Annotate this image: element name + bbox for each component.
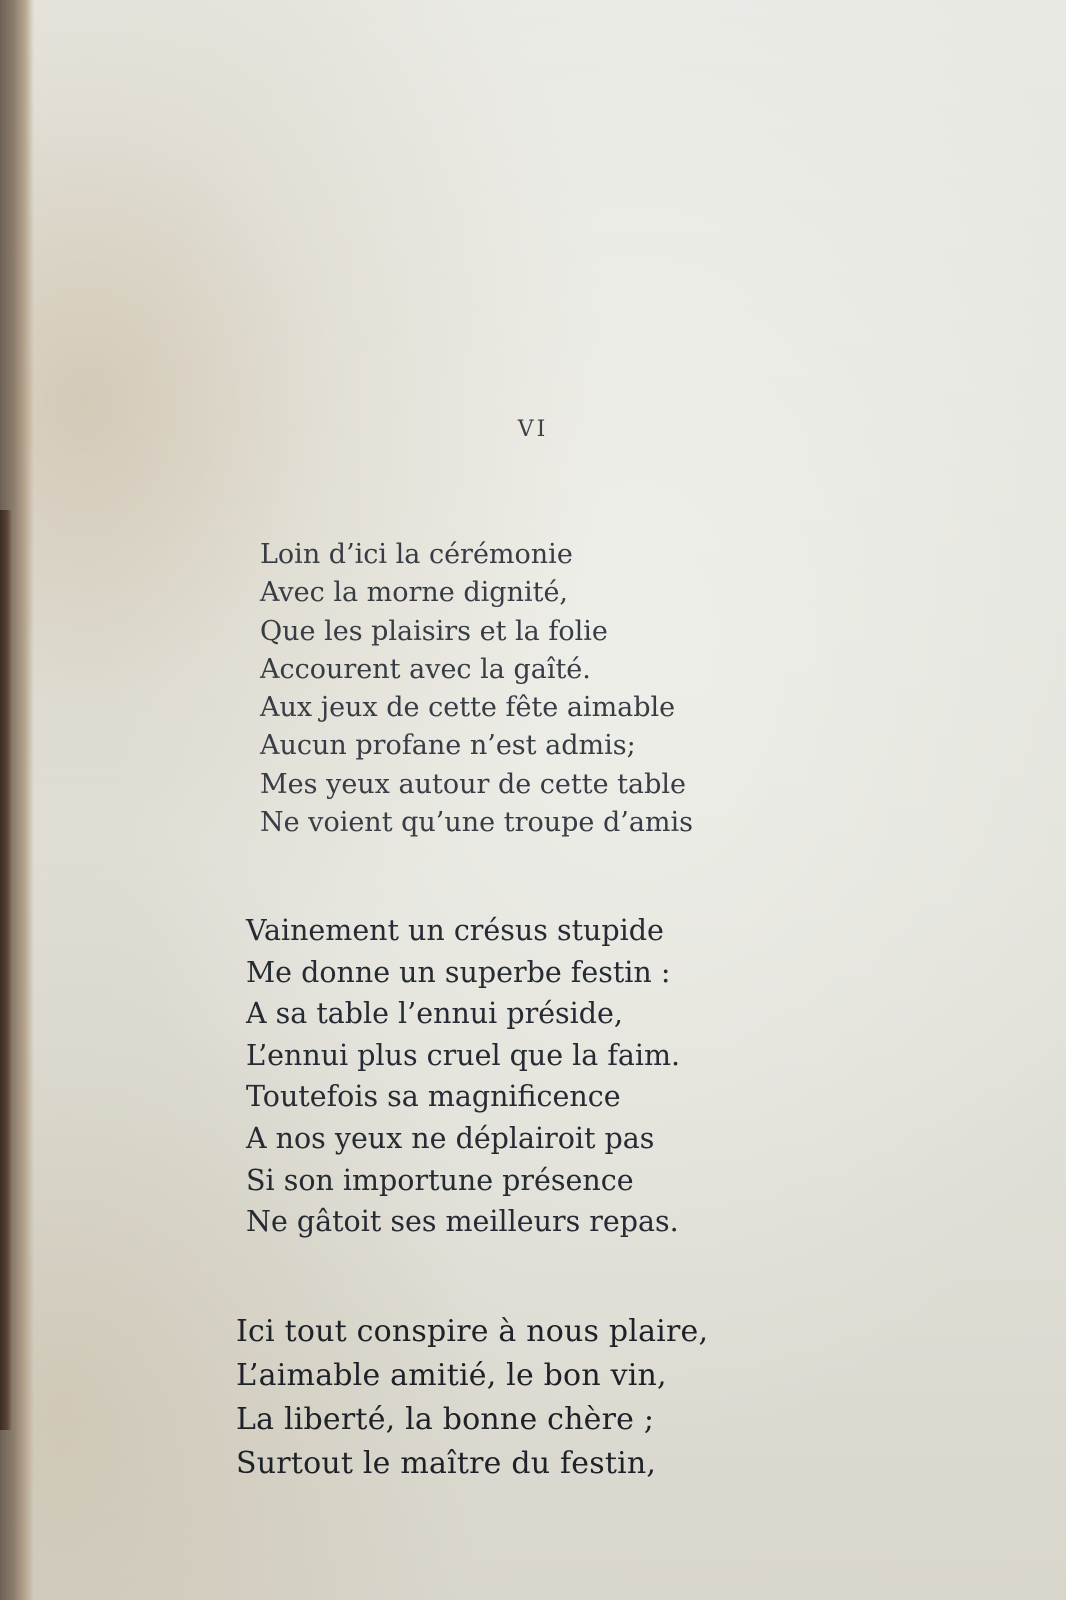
- verse-line: Avec la morne dignité,: [260, 577, 569, 609]
- verse-line: Toutefois sa magnificence: [246, 1080, 621, 1114]
- verse-line: Vainement un crésus stupide: [246, 914, 664, 947]
- verse-line: A nos yeux ne déplairoit pas: [246, 1121, 655, 1155]
- verse-line: Me donne un superbe festin :: [246, 955, 671, 989]
- verse-line: Si son importune présence: [246, 1163, 634, 1197]
- verse-line: Surtout le maître du festin,: [236, 1446, 657, 1481]
- verse-line: Aux jeux de cette fête aimable: [260, 692, 676, 724]
- verse-line: Ne gâtoit ses meilleurs repas.: [246, 1205, 679, 1239]
- verse-line: La liberté, la bonne chère ;: [236, 1402, 655, 1437]
- binding-edge: [0, 510, 12, 1430]
- stanza-2: [246, 910, 680, 1243]
- verse-line: Mes yeux autour de cette table: [260, 768, 687, 800]
- verse-line: L’aimable amitié, le bon vin,: [236, 1358, 667, 1393]
- verse-line: Accourent avec la gaîté.: [260, 653, 591, 685]
- verse-line: Loin d’ici la cérémonie: [260, 539, 573, 570]
- verse-line: Ici tout conspire à nous plaire,: [236, 1314, 709, 1349]
- stanza-3: [236, 1310, 708, 1486]
- stanza-1: [260, 536, 693, 842]
- verse-line: Aucun profane n’est admis;: [260, 730, 636, 762]
- verse-line: Que les plaisirs et la folie: [260, 615, 608, 647]
- verse-line: L’ennui plus cruel que la faim.: [246, 1038, 681, 1072]
- chapter-number: VI: [517, 417, 549, 442]
- verse-line: A sa table l’ennui préside,: [246, 997, 623, 1031]
- verse-line: Ne voient qu’une troupe d’amis: [260, 807, 694, 839]
